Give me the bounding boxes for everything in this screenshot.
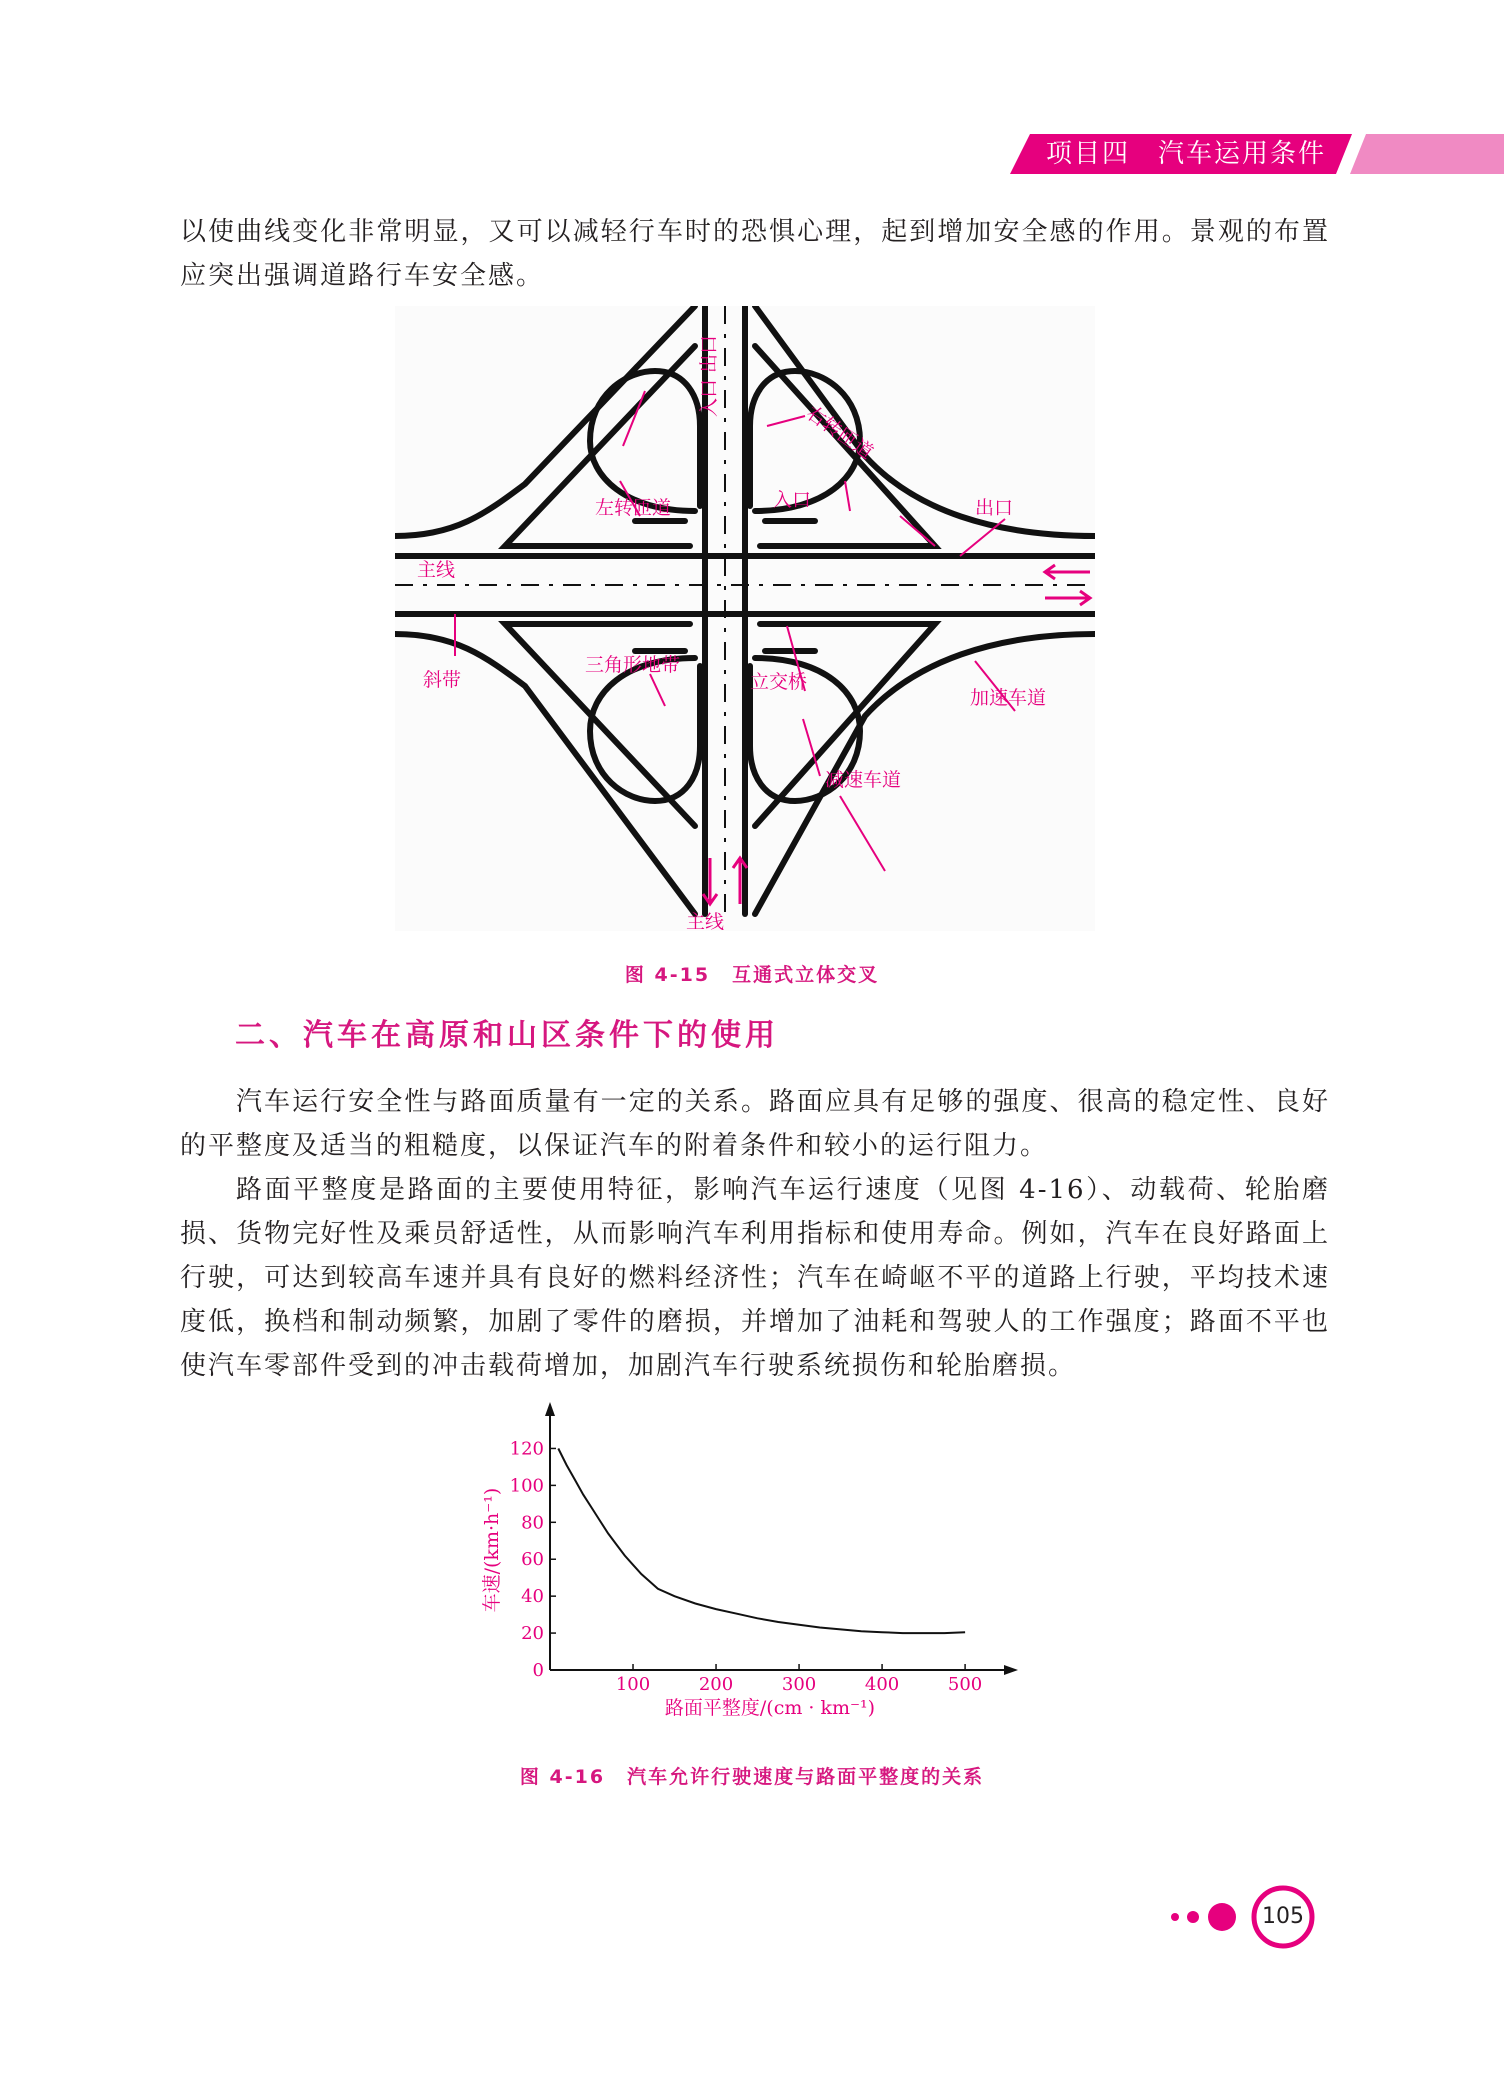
chart-y-axis-label: 车速/(km·h⁻¹) <box>481 1487 503 1613</box>
chart-x-tick-label: 100 <box>615 1674 651 1695</box>
label-triangle-zone: 三角形地带 <box>585 654 681 676</box>
chart-y-tick-label: 0 <box>532 1660 544 1681</box>
label-deceleration-lane: 减速车道 <box>825 769 902 791</box>
label-overpass: 立交桥 <box>750 671 808 693</box>
chart-series-line <box>558 1449 965 1634</box>
label-slope: 斜带 <box>423 669 462 691</box>
label-main-line-bottom: 主线 <box>685 911 725 931</box>
chart-x-tick-label: 300 <box>781 1674 817 1695</box>
chart-y-tick-label: 40 <box>521 1586 544 1608</box>
chart-x-tick-label: 500 <box>947 1674 983 1695</box>
chart-y-tick-label: 20 <box>521 1623 544 1645</box>
label-entrance: 入口 <box>773 489 812 511</box>
chart-y-tick-label: 100 <box>509 1475 544 1497</box>
section-heading: 二、汽车在高原和山区条件下的使用 <box>235 1018 779 1053</box>
figure-4-15-caption-title: 互通式立体交叉 <box>732 964 880 986</box>
body-paragraph-1: 汽车运行安全性与路面质量有一定的关系。路面应具有足够的强度、很高的稳定性、良好的平整度及适当的粗糙度，以保证汽车的附着条件和较小的运行阻力。 <box>180 1087 1330 1161</box>
footer-dot-medium <box>1187 1911 1199 1923</box>
label-acceleration-lane: 加速车道 <box>970 687 1047 709</box>
header-banner <box>1010 134 1504 174</box>
footer-dot-large <box>1208 1903 1236 1931</box>
interchange-diagram <box>395 306 1095 931</box>
figure-4-15-caption-number: 图 4-15 <box>624 964 711 986</box>
header-title <box>1046 136 1326 172</box>
intro-paragraph: 以使曲线变化非常明显，又可以减轻行车时的恐惧心理，起到增加安全感的作用。景观的布置应突出强调道路行车安全感。 <box>180 217 1330 291</box>
chart-x-axis-label: 路面平整度/(cm · km⁻¹) <box>664 1697 876 1719</box>
footer-dot-small <box>1171 1913 1179 1921</box>
header-chapter-title: 汽车运用条件 <box>1158 139 1327 169</box>
figure-speed-chart <box>470 1400 1030 1730</box>
figure-4-16-caption <box>0 1762 1504 1789</box>
figure-4-16-caption-title: 汽车允许行驶速度与路面平整度的关系 <box>627 1766 985 1788</box>
chart-y-tick-label: 120 <box>509 1438 544 1460</box>
label-entrance-exit: 入口 出口 <box>698 334 720 418</box>
chart-y-tick-label: 60 <box>521 1549 544 1571</box>
chart-x-tick-label: 400 <box>864 1674 900 1695</box>
header-project: 项目四 <box>1046 139 1131 169</box>
chart-y-arrow <box>545 1402 555 1416</box>
figure-4-16-caption-number: 图 4-16 <box>519 1766 606 1788</box>
body-paragraph-2: 路面平整度是路面的主要使用特征，影响汽车运行速度（见图 4-16）、动载荷、轮胎磨损、货物完好性及乘员舒适性，从而影响汽车利用指标和使用寿命。例如，汽车在良好路面上行驶，可达到较高车速并具有良好的燃料经济性；汽车在崎岖不平的道路上行驶，平均技术速度低，换档和制动频繁，加剧了零件的磨损，并增加了油耗和驾驶人的工作强度；路面不平也使汽车零部件受到的冲击载荷增加，加剧汽车行驶系统损伤和轮胎磨损。 <box>180 1175 1330 1381</box>
label-right-turn-ramp: 右转匝道 <box>802 402 878 464</box>
label-left-turn-ramp: 左转匝道 <box>595 497 672 519</box>
chart-x-arrow <box>1004 1665 1018 1675</box>
label-exit: 出口 <box>975 497 1014 519</box>
chart-y-tick-label: 80 <box>521 1512 544 1534</box>
label-main-line-left: 主线 <box>417 559 456 581</box>
speed-roughness-chart <box>470 1400 1030 1730</box>
page-number: 105 <box>1262 1904 1304 1929</box>
figure-4-15-caption <box>0 960 1504 987</box>
figure-interchange <box>395 306 1095 931</box>
chart-x-tick-label: 200 <box>698 1674 734 1695</box>
